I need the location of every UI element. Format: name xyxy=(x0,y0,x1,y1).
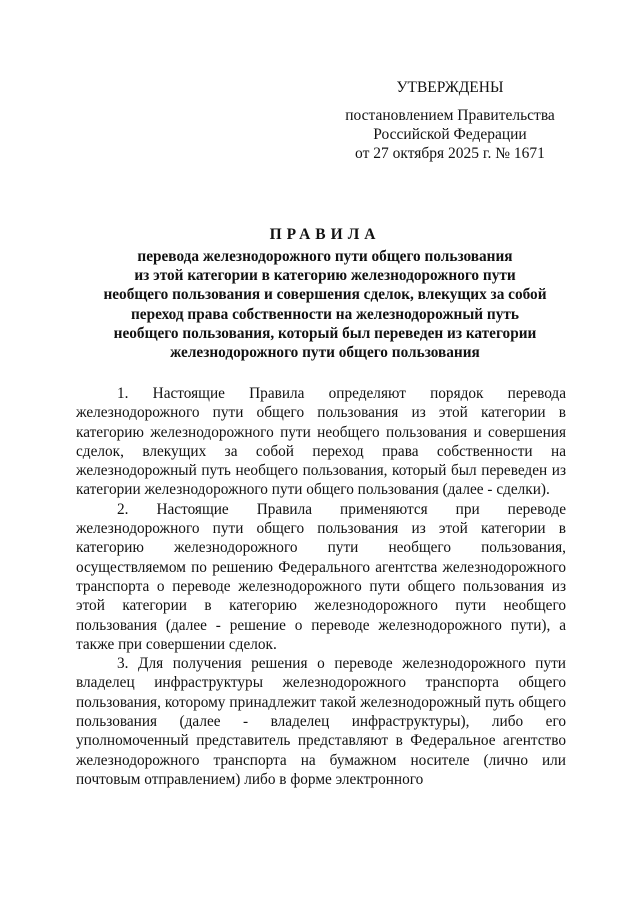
subtitle-line: переход права собственности на железнодорожный путь xyxy=(130,305,519,323)
approval-line: постановлением Правительства xyxy=(345,107,555,124)
subtitle-line: необщего пользования и совершения сделок, влекущих за собой xyxy=(103,286,547,304)
approval-line: Российской Федерации xyxy=(373,126,527,143)
approval-line: от 27 октября 2025 г. № 1671 xyxy=(355,145,545,162)
subtitle-line: необщего пользования, который был переведен из категории xyxy=(113,324,537,342)
document-title: ПРАВИЛА xyxy=(269,226,381,243)
document-subtitle xyxy=(80,247,570,362)
paragraph: 1. Настоящие Правила определяют порядок перевода железнодорожного пути общего пользования из этой категории в категорию железнодорожного пути необщего пользования и совершения сделок, влекущих за собой переход права собственности на железнодорожный путь необщего пользования, который был переведен из категории железнодорожного пути общего пользования (далее - сделки). xyxy=(76,385,566,499)
approval-block xyxy=(330,78,570,163)
document-body xyxy=(76,384,566,789)
paragraph: 2. Настоящие Правила применяются при переводе железнодорожного пути общего пользования из этой категории в категорию железнодорожного пути необщего пользования, осуществляемом по решению Федерального агентства железнодорожного транспорта о переводе железнодорожного пути общего пользования из этой категории в категорию железнодорожного пути необщего пользования (далее - решение о переводе железнодорожного пути), а также при совершении сделок. xyxy=(76,500,566,653)
subtitle-line: из этой категории в категорию железнодорожного пути xyxy=(134,267,516,285)
paragraph: 3. Для получения решения о переводе железнодорожного пути владелец инфраструктуры железнодорожного транспорта общего пользования, которому принадлежит такой железнодорожный путь общего пользования (далее - владелец инфраструктуры), либо его уполномоченный представитель представляют в Федеральное агентство железнодорожного транспорта на бумажном носителе (лично или почтовым отправлением) либо в форме электронного xyxy=(76,655,566,788)
approval-heading: УТВЕРЖДЕНЫ xyxy=(396,79,504,96)
subtitle-line: перевода железнодорожного пути общего пользования xyxy=(137,248,513,265)
subtitle-line: железнодорожного пути общего пользования xyxy=(170,344,480,362)
